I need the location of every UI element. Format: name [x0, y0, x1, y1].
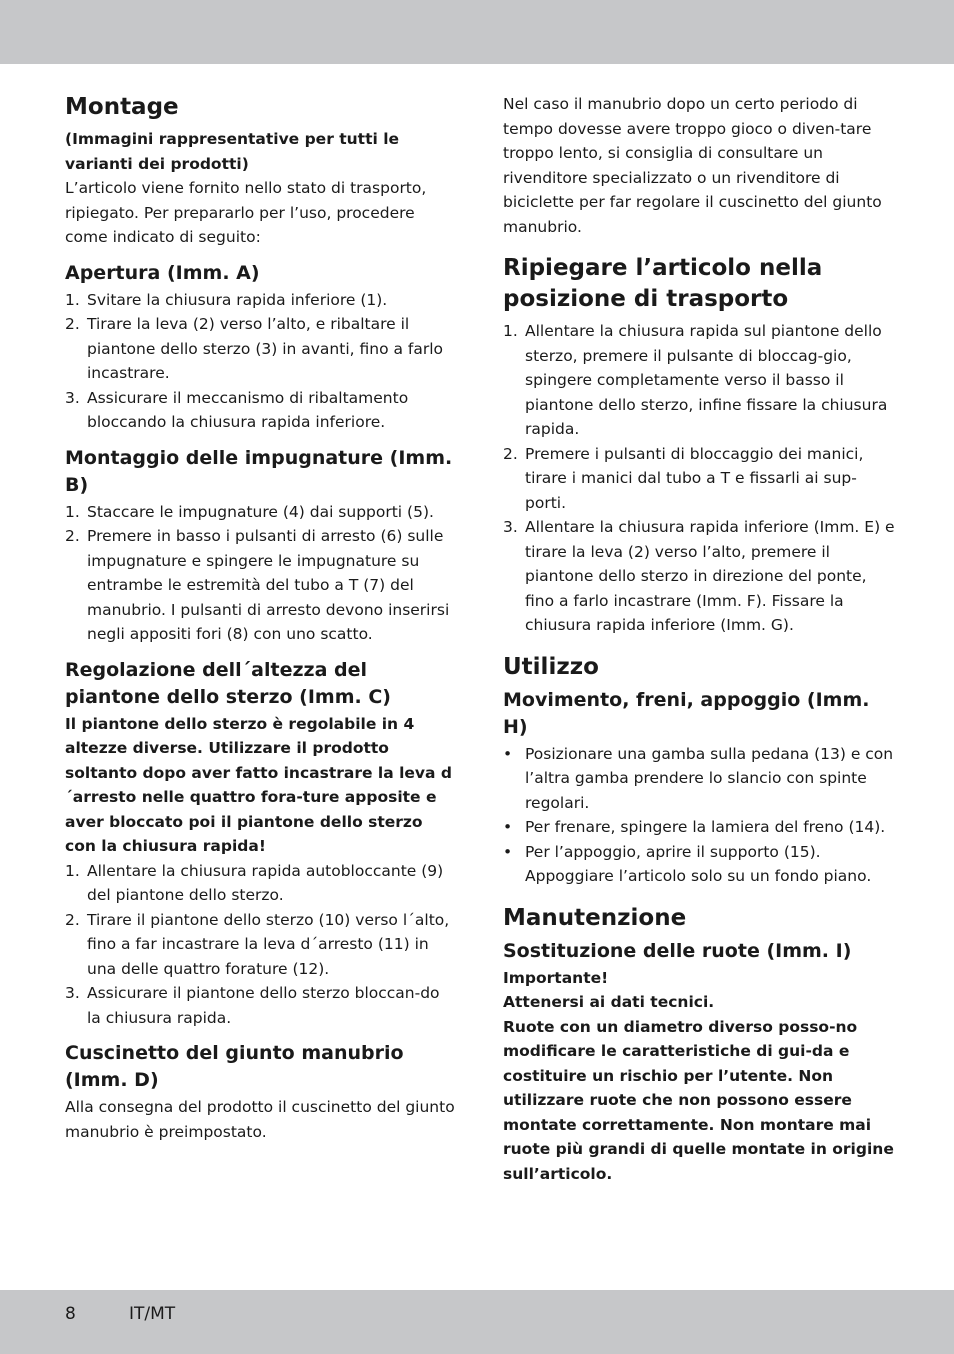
heading-cuscinetto: Cuscinetto del giunto manubrio (Imm. D): [65, 1042, 404, 1091]
list-item: 2. Premere i pulsanti di bloccaggio dei manici, tirare i manici dal tubo a T e fissarli ai sup-porti.: [503, 444, 864, 512]
page-number: 8: [65, 1304, 76, 1324]
impugnature-steps: [65, 500, 457, 647]
section-title-manutenzione: Manutenzione: [503, 904, 687, 931]
ripiegare-steps: [503, 319, 895, 638]
intro-note: (Immagini rappresentative per tutti le varianti dei prodotti): [65, 130, 400, 173]
technical-data-note: Attenersi ai dati tecnici.: [503, 993, 715, 1011]
language-code: IT/MT: [129, 1304, 176, 1324]
intro-text: L’articolo viene fornito nello stato di trasporto, ripiegato. Per prepararlo per l’uso, procedere come indicato di seguito:: [65, 179, 427, 246]
section-title-utilizzo: Utilizzo: [503, 653, 599, 680]
list-item: 1. Svitare la chiusura rapida inferiore (1).: [65, 290, 388, 309]
list-item: 3. Assicurare il meccanismo di ribaltamento bloccando la chiusura rapida inferiore.: [65, 388, 409, 431]
cuscinetto-text: Alla consegna del prodotto il cuscinetto del giunto manubrio è preimpostato.: [65, 1098, 455, 1141]
regolazione-steps: [65, 859, 457, 1031]
list-item: 1. Allentare la chiusura rapida autobloccante (9) del piantone dello sterzo.: [65, 861, 444, 904]
left-column: [65, 92, 457, 1144]
heading-impugnature: Montaggio delle impugnature (Imm. B): [65, 446, 453, 496]
list-item: 2. Tirare la leva (2) verso l’alto, e ribaltare il piantone dello sterzo (3) in avanti, fino a farlo incastrare.: [65, 315, 444, 382]
regolazione-warning: Il piantone dello sterzo è regolabile in 4 altezze diverse. Utilizzare il prodotto soltanto dopo aver fatto incastrare la leva d´arresto nelle quattro fora-ture apposite e aver bloccato poi il piantone dello sterzo con la chiusura rapida!: [65, 714, 452, 855]
section-title-montage: Montage: [65, 94, 179, 120]
heading-ripiegare: Ripiegare l’articolo nella posizione di trasporto: [503, 255, 823, 312]
list-item: 1. Staccare le impugnature (4) dai supporti (5).: [65, 502, 434, 521]
heading-regolazione: Regolazione dell´altezza del piantone dello sterzo (Imm. C): [65, 658, 391, 708]
list-item: 2. Tirare il piantone dello sterzo (10) verso l´alto, fino a far incastrare la leva d´arresto (11) in una delle quattro forature (12).: [65, 910, 450, 978]
list-item: 2. Premere in basso i pulsanti di arresto (6) sulle impugnature e spingere le impugnature su entrambe le estremità del tubo a T (7) del manubrio. I pulsanti di arresto devono inserirsi negli appositi fori (8) con uno scatto.: [65, 527, 450, 643]
right-column: [503, 92, 895, 1186]
list-item: • Per frenare, spingere la lamiera del freno (14).: [503, 818, 886, 836]
cuscinetto-continued: Nel caso il manubrio dopo un certo periodo di tempo dovesse avere troppo gioco o diven-tare troppo lento, si consiglia di consultare un rivenditore specializzato o un rivenditore di biciclette per far regolare il cuscinetto del giunto manubrio.: [503, 95, 882, 236]
wheels-warning: Ruote con un diametro diverso posso-no modificare le caratteristiche di gui-da e costituire un rischio per l’utente. Non utilizzare ruote che non possono essere montate correttamente. Non montare mai ruote più grandi di quelle montate in origine sull’articolo.: [503, 1017, 894, 1183]
list-item: 3. Allentare la chiusura rapida inferiore (Imm. E) e tirare la leva (2) verso l’alto, premere il piantone dello sterzo in direzione del ponte, fino a farlo incastrare (Imm. F). Fissare la chiusura rapida inferiore (Imm. G).: [503, 518, 895, 634]
heading-sostituzione: Sostituzione delle ruote (Imm. I): [503, 939, 852, 962]
list-item: • Posizionare una gamba sulla pedana (13) e con l’altra gamba prendere lo slancio con spinte regolari.: [503, 744, 894, 812]
list-item: • Per l’appoggio, aprire il supporto (15). Appoggiare l’articolo solo su un fondo piano.: [503, 842, 872, 885]
list-item: 3. Assicurare il piantone dello sterzo bloccan-do la chiusura rapida.: [65, 984, 440, 1027]
utilizzo-bullets: [503, 742, 895, 889]
list-item: 1. Allentare la chiusura rapida sul piantone dello sterzo, premere il pulsante di bloccag-gio, spingere completamente verso il basso il piantone dello sterzo, infine fissare la chiusura rapida.: [503, 322, 888, 438]
apertura-steps: [65, 288, 457, 435]
heading-apertura: Apertura (Imm. A): [65, 261, 260, 284]
top-header-bar: [0, 0, 954, 64]
important-label: Importante!: [503, 968, 609, 987]
heading-movimento: Movimento, freni, appoggio (Imm. H): [503, 688, 870, 738]
